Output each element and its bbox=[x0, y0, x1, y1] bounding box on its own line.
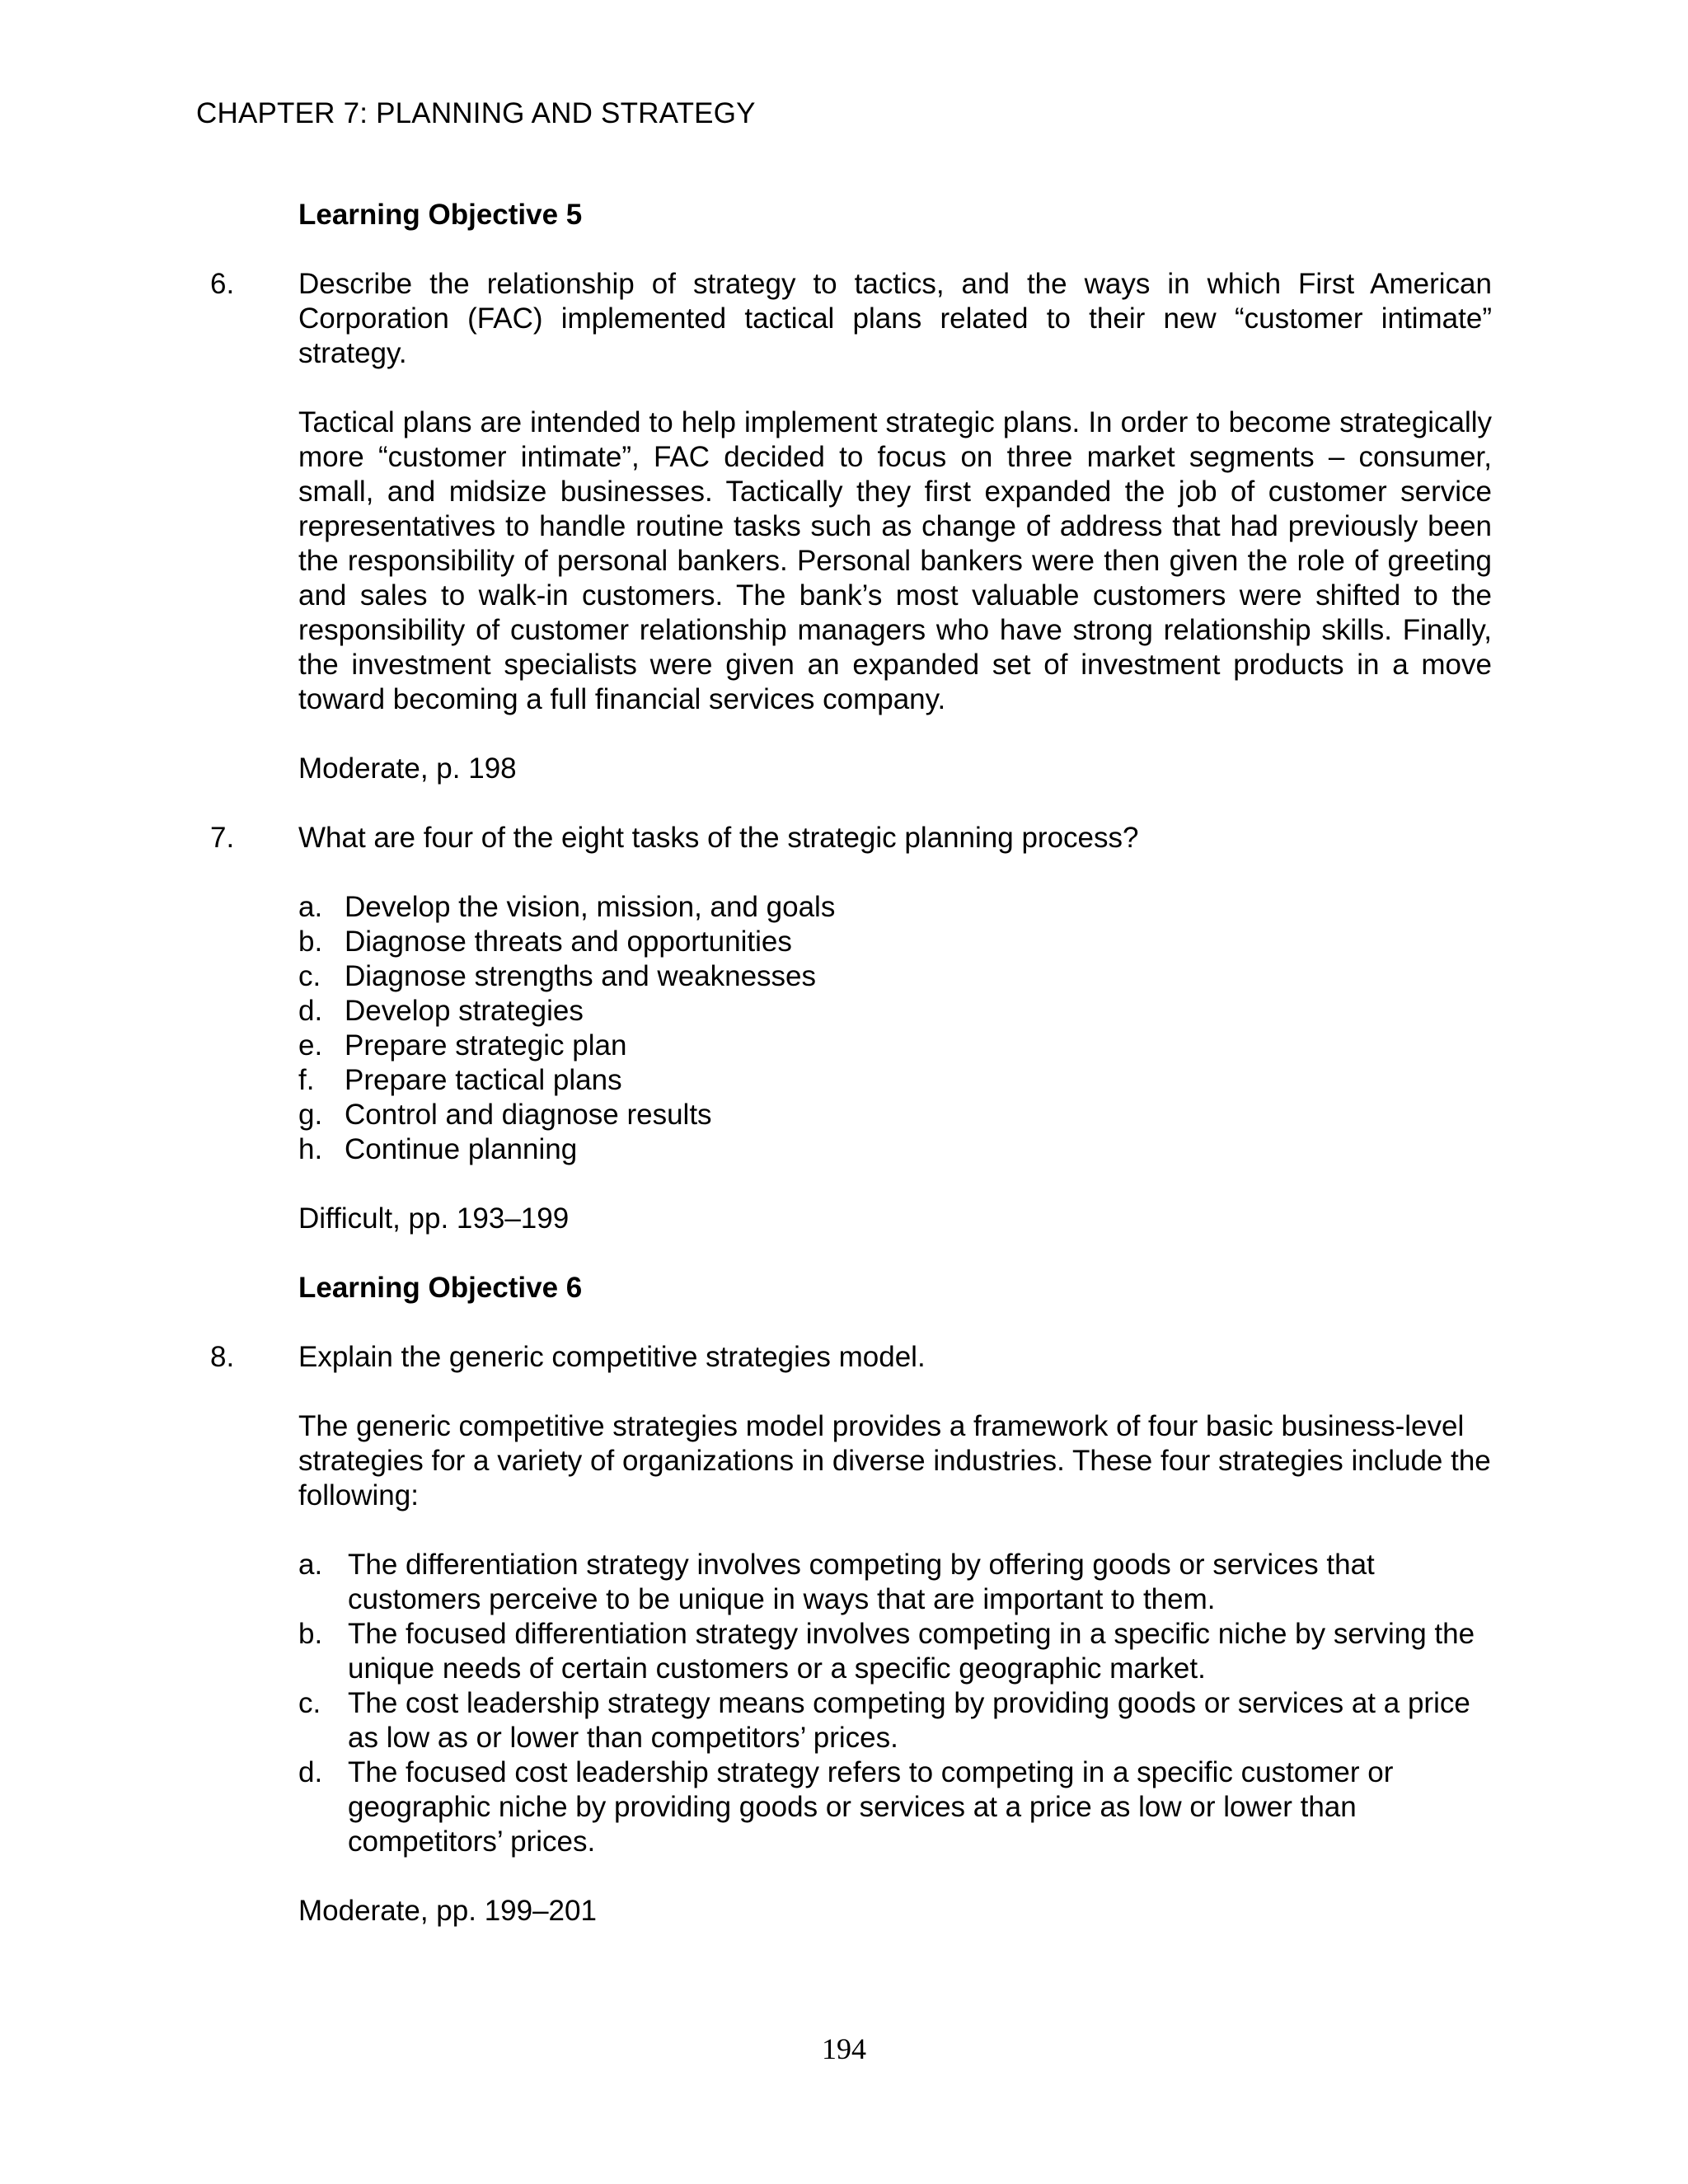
planning-task-list bbox=[298, 890, 1492, 1167]
list-item-text: The focused cost leadership strategy refers to competing in a specific customer or geographic niche by providing goods or services at a price as low or lower than competitors’ prices. bbox=[348, 1756, 1394, 1858]
list-item bbox=[298, 994, 1492, 1029]
list-item bbox=[298, 890, 1492, 925]
list-marker: e. bbox=[298, 1029, 323, 1062]
question-8 bbox=[210, 1340, 1492, 1375]
list-marker: b. bbox=[298, 1618, 323, 1650]
list-marker: c. bbox=[298, 960, 321, 992]
list-item bbox=[298, 1029, 1492, 1063]
question-8-text: Explain the generic competitive strategies model. bbox=[298, 1341, 926, 1373]
list-item-text: Develop strategies bbox=[345, 995, 584, 1027]
list-item-text: Continue planning bbox=[345, 1133, 578, 1165]
list-item-text: Prepare strategic plan bbox=[345, 1029, 627, 1062]
list-item-text: The focused differentiation strategy involves competing in a specific niche by serving the unique needs of certain customers or a specific geographic market. bbox=[348, 1618, 1475, 1685]
list-item-text: The cost leadership strategy means competing by providing goods or services at a price as low as or lower than competitors’ prices. bbox=[348, 1687, 1470, 1754]
question-6-number: 6. bbox=[210, 268, 235, 300]
list-marker: f. bbox=[298, 1064, 315, 1096]
list-item bbox=[298, 1063, 1492, 1098]
list-item-text: Control and diagnose results bbox=[345, 1099, 712, 1131]
list-item-text: The differentiation strategy involves competing by offering goods or services that customers perceive to be unique in ways that are important to them. bbox=[348, 1549, 1375, 1615]
list-item bbox=[298, 1132, 1492, 1167]
list-item bbox=[298, 1617, 1492, 1686]
list-item bbox=[298, 1548, 1492, 1617]
list-marker: a. bbox=[298, 1549, 323, 1581]
list-item-text: Prepare tactical plans bbox=[345, 1064, 622, 1096]
list-marker: g. bbox=[298, 1099, 323, 1131]
question-7-number: 7. bbox=[210, 822, 235, 854]
list-item-text: Develop the vision, mission, and goals bbox=[345, 891, 836, 923]
question-8-difficulty: Moderate, pp. 199–201 bbox=[298, 1895, 597, 1927]
question-8-answer-intro: The generic competitive strategies model provides a framework of four basic business-level strategies for a variety of organizations in diverse industries. These four strategies include the following: bbox=[298, 1410, 1491, 1511]
question-6 bbox=[210, 267, 1492, 371]
question-6-difficulty: Moderate, p. 198 bbox=[298, 752, 517, 785]
list-item bbox=[298, 959, 1492, 994]
list-marker: c. bbox=[298, 1687, 321, 1719]
page-content bbox=[210, 198, 1492, 1963]
page-number: 194 bbox=[822, 2032, 866, 2065]
list-marker: h. bbox=[298, 1133, 323, 1165]
learning-objective-5-heading: Learning Objective 5 bbox=[298, 199, 583, 231]
question-7-difficulty: Difficult, pp. 193–199 bbox=[298, 1202, 570, 1235]
list-marker: a. bbox=[298, 891, 323, 923]
learning-objective-6-heading: Learning Objective 6 bbox=[298, 1272, 583, 1304]
question-8-number: 8. bbox=[210, 1341, 235, 1373]
list-marker: b. bbox=[298, 926, 323, 958]
question-7-text: What are four of the eight tasks of the strategic planning process? bbox=[298, 822, 1139, 854]
chapter-header: CHAPTER 7: PLANNING AND STRATEGY bbox=[196, 97, 756, 129]
competitive-strategy-list bbox=[298, 1548, 1492, 1859]
list-item bbox=[298, 925, 1492, 959]
list-marker: d. bbox=[298, 995, 323, 1027]
list-marker: d. bbox=[298, 1756, 323, 1788]
list-item-text: Diagnose threats and opportunities bbox=[345, 926, 792, 958]
list-item-text: Diagnose strengths and weaknesses bbox=[345, 960, 817, 992]
question-6-answer: Tactical plans are intended to help implement strategic plans. In order to become strategically more “customer intimate”, FAC decided to focus on three market segments – consumer, small, and midsize businesses. Tactically they first expanded the job of customer service representatives to handle routine tasks such as change of address that had previously been the responsibility of personal bankers. Personal bankers were then given the role of greeting and sales to walk-in customers. The bank’s most valuable customers were shifted to the responsibility of customer relationship managers who have strong relationship skills. Finally, the investment specialists were given an expanded set of investment products in a move toward becoming a full financial services company. bbox=[298, 406, 1492, 715]
question-6-text: Describe the relationship of strategy to tactics, and the ways in which First American Corporation (FAC) implemented tactical plans related to their new “customer intimate” strategy. bbox=[298, 268, 1492, 369]
list-item bbox=[298, 1098, 1492, 1132]
question-7 bbox=[210, 821, 1492, 855]
list-item bbox=[298, 1755, 1492, 1859]
list-item bbox=[298, 1686, 1492, 1755]
